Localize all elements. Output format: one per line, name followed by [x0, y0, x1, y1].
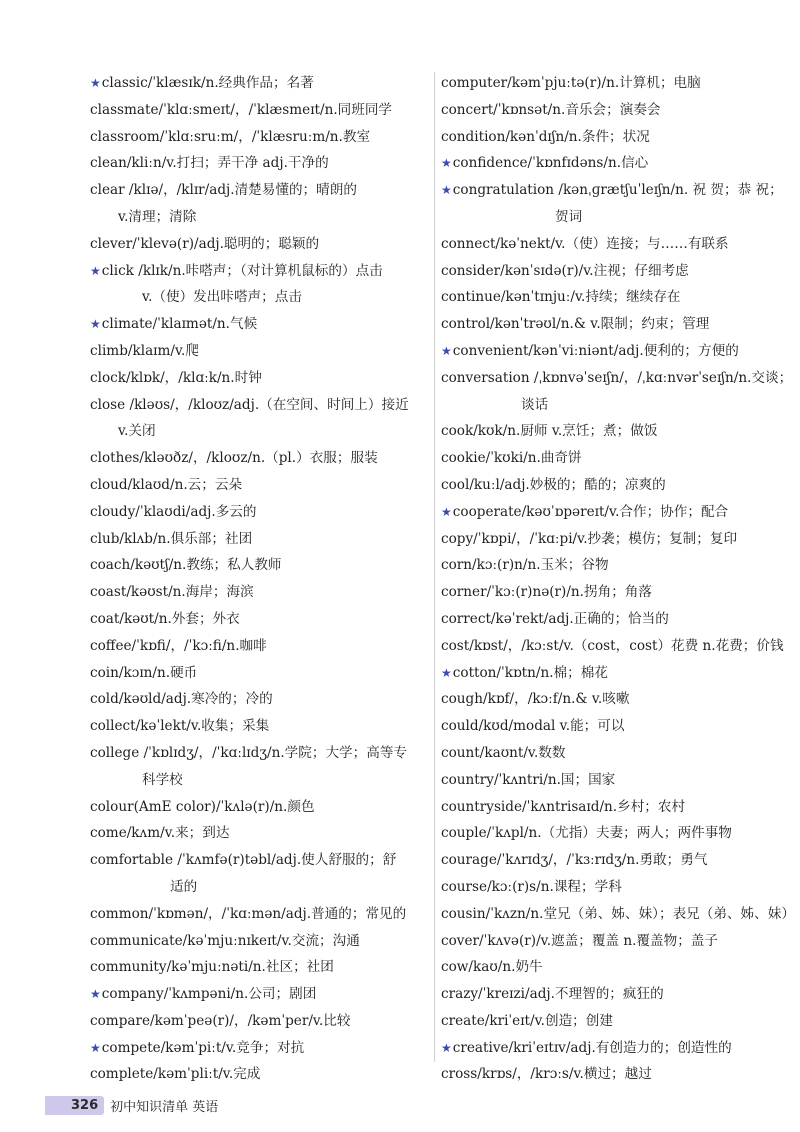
entry-headword-line: communicate/kəˈmjuːnɪkeɪt/v.交流；沟通	[90, 932, 360, 949]
entry-headword-line: cover/ˈkʌvə(r)/v.遮盖；覆盖 n.覆盖物；盖子	[441, 932, 718, 949]
dictionary-entry	[441, 70, 771, 97]
entry-headword-line: convenient/kənˈviːniənt/adj.便利的；方便的	[452, 342, 739, 359]
entry-headword-line: could/kʊd/modal v.能；可以	[441, 718, 625, 735]
dictionary-entry	[441, 954, 771, 981]
entry-headword-line: condition/kənˈdɪʃn/n.条件；状况	[441, 128, 650, 145]
dictionary-entry	[90, 686, 430, 713]
dictionary-entry	[441, 338, 771, 365]
entry-headword-line: college /ˈkɒlɪdʒ/，/ˈkɑːlɪdʒ/n.学院；大学；高等专	[90, 744, 408, 761]
dictionary-entry	[90, 552, 430, 579]
dictionary-entry	[441, 767, 771, 794]
page-footer	[45, 1094, 218, 1116]
entry-headword-line: corn/kɔː(r)n/n.玉米；谷物	[441, 557, 609, 574]
entry-headword-line: cross/krɒs/，/krɔːs/v.横过；越过	[441, 1066, 652, 1083]
entry-headword-line: classroom/ˈklɑːsruːm/，/ˈklæsruːm/n.教室	[90, 128, 371, 145]
entry-headword-line: collect/kəˈlekt/v.收集；采集	[90, 718, 270, 735]
entry-continuation-line: v.清理；清除	[118, 208, 197, 225]
entry-headword-line: click /klɪk/n.咔嗒声；（对计算机鼠标的）点击	[101, 262, 383, 279]
dictionary-entry	[90, 338, 430, 365]
entry-headword-line: concert/ˈkɒnsət/n.音乐会；演奏会	[441, 101, 661, 118]
dictionary-entry	[90, 660, 430, 687]
page-number: 326	[45, 1096, 104, 1115]
entry-headword-line: control/kənˈtrəʊl/n.& v.限制；约束；管理	[441, 316, 710, 333]
dictionary-entry	[441, 231, 771, 258]
entry-headword-line: close /kləʊs/，/kloʊz/adj.（在空间、时间上）接近	[90, 396, 409, 413]
entry-headword-line: clean/kliːn/v.打扫；弄干净 adj.干净的	[90, 155, 329, 172]
entry-headword-line: cookie/ˈkʊki/n.曲奇饼	[441, 450, 582, 467]
entry-headword-line: clever/ˈklevə(r)/adj.聪明的；聪颖的	[90, 235, 320, 252]
dictionary-entry	[441, 874, 771, 901]
entry-headword-line: cousin/ˈkʌzn/n.堂兄（弟、姊、妹）；表兄（弟、姊、妹）	[441, 905, 795, 922]
dictionary-entry	[90, 70, 430, 97]
dictionary-entry	[441, 660, 771, 687]
dictionary-entry	[90, 579, 430, 606]
dictionary-entry	[90, 97, 430, 124]
entry-headword-line: conversation /ˌkɒnvəˈseɪʃn/，/ˌkɑːnvərˈseɪʃn/n.交谈；	[441, 369, 793, 386]
dictionary-entry	[441, 901, 795, 928]
entry-headword-line: coast/kəʊst/n.海岸；海滨	[90, 584, 254, 601]
dictionary-entry	[441, 981, 771, 1008]
star-icon: ★	[90, 987, 101, 1002]
book-title: 初中知识清单 英语	[110, 1099, 219, 1115]
dictionary-entry	[90, 928, 430, 955]
entry-headword-line: correct/kəˈrekt/adj.正确的；恰当的	[441, 610, 669, 627]
dictionary-entry	[90, 633, 430, 660]
entry-headword-line: confidence/ˈkɒnfɪdəns/n.信心	[452, 155, 649, 172]
entry-headword-line: cold/kəʊld/adj.寒冷的；冷的	[90, 691, 273, 708]
dictionary-entry	[441, 713, 771, 740]
entry-continuation-line: v.（使）发出咔嗒声；点击	[142, 289, 302, 306]
dictionary-entry	[441, 124, 771, 151]
entry-headword-line: couple/ˈkʌpl/n.（尤指）夫妻；两人；两件事物	[441, 825, 732, 842]
entry-continuation-line: v.关闭	[118, 423, 156, 440]
entry-headword-line: classmate/ˈklɑːsmeɪt/，/ˈklæsmeɪt/n.同班同学	[90, 101, 393, 118]
entry-headword-line: cost/kɒst/，/kɔːst/v.（cost，cost）花费 n.花费；价钱	[441, 637, 784, 654]
dictionary-entry	[90, 1061, 430, 1088]
entry-headword-line: cough/kɒf/，/kɔːf/n.& v.咳嗽	[441, 691, 630, 708]
entry-headword-line: clothes/kləʊðz/，/kloʊz/n.（pl.）衣服；服装	[90, 450, 378, 467]
entry-headword-line: cooperate/kəʊˈɒpəreɪt/v.合作；协作；配合	[452, 503, 729, 520]
dictionary-entry	[441, 820, 771, 847]
entry-headword-line: computer/kəmˈpjuːtə(r)/n.计算机；电脑	[441, 75, 701, 91]
star-icon: ★	[441, 1040, 452, 1055]
entry-headword-line: coat/kəʊt/n.外套；外衣	[90, 610, 240, 627]
entry-headword-line: courage/ˈkʌrɪdʒ/，/ˈkɜːrɪdʒ/n.勇敢；勇气	[441, 852, 708, 869]
dictionary-entry	[441, 284, 771, 311]
entry-headword-line: colour(AmE color)/ˈkʌlə(r)/n.颜色	[90, 798, 315, 815]
star-icon: ★	[90, 317, 101, 332]
dictionary-entry	[441, 258, 771, 285]
dictionary-entry	[441, 526, 771, 553]
dictionary-entry	[441, 1061, 771, 1088]
entry-headword-line: continue/kənˈtɪnjuː/v.持续；继续存在	[441, 289, 681, 306]
entry-headword-line: creative/kriˈeɪtɪv/adj.有创造力的；创造性的	[452, 1039, 732, 1056]
star-icon: ★	[441, 156, 452, 171]
dictionary-entry	[90, 820, 430, 847]
entry-continuation-line: 谈话	[521, 396, 549, 413]
dictionary-entry	[90, 1008, 430, 1035]
dictionary-entry	[441, 928, 771, 955]
star-icon: ★	[90, 1040, 101, 1055]
dictionary-entry	[90, 231, 430, 258]
entry-headword-line: coin/kɔɪn/n.硬币	[90, 664, 198, 681]
dictionary-entry	[441, 686, 771, 713]
entry-headword-line: course/kɔː(r)s/n.课程；学科	[441, 878, 622, 895]
entry-headword-line: country/ˈkʌntri/n.国；国家	[441, 771, 616, 788]
dictionary-entry	[441, 552, 771, 579]
dictionary-entry	[90, 1035, 430, 1062]
dictionary-entry	[90, 526, 430, 553]
entry-headword-line: clock/klɒk/，/klɑːk/n.时钟	[90, 369, 262, 386]
dictionary-entry	[90, 954, 430, 981]
dictionary-entry	[441, 97, 771, 124]
dictionary-entry	[90, 901, 430, 928]
dictionary-entry	[90, 981, 430, 1008]
dictionary-entry	[90, 311, 430, 338]
dictionary-entry	[441, 499, 771, 526]
dictionary-entry	[90, 499, 430, 526]
entry-headword-line: climate/ˈklaɪmət/n.气候	[101, 316, 258, 333]
right-column	[441, 70, 795, 1088]
dictionary-entry	[441, 472, 771, 499]
dictionary-entry	[90, 124, 430, 151]
dictionary-entry	[441, 579, 771, 606]
entry-continuation-line: 科学校	[142, 771, 183, 788]
dictionary-entry	[90, 606, 430, 633]
dictionary-entry	[441, 1008, 771, 1035]
entry-headword-line: consider/kənˈsɪdə(r)/v.注视；仔细考虑	[441, 262, 689, 279]
entry-headword-line: club/klʌb/n.俱乐部；社团	[90, 530, 253, 547]
entry-continuation-line: 适的	[170, 878, 198, 895]
dictionary-entry	[90, 794, 430, 821]
entry-headword-line: clear /klɪə/，/klɪr/adj.清楚易懂的；晴朗的	[90, 182, 357, 199]
entry-headword-line: climb/klaɪm/v.爬	[90, 342, 199, 359]
dictionary-entry	[90, 713, 430, 740]
dictionary-entry	[441, 311, 771, 338]
dictionary-entry	[90, 177, 430, 231]
dictionary-entry	[441, 365, 793, 419]
entry-headword-line: create/kriˈeɪt/v.创造；创建	[441, 1012, 613, 1029]
dictionary-entry	[441, 606, 771, 633]
entry-headword-line: cloudy/ˈklaʊdi/adj.多云的	[90, 503, 257, 520]
entry-headword-line: count/kaʊnt/v.数数	[441, 744, 566, 761]
left-column	[90, 70, 430, 1088]
entry-headword-line: cool/kuːl/adj.妙极的；酷的；凉爽的	[441, 476, 666, 493]
entry-headword-line: complete/kəmˈpliːt/v.完成	[90, 1066, 261, 1083]
dictionary-entry	[441, 633, 784, 660]
star-icon: ★	[441, 504, 452, 519]
dictionary-entry	[90, 472, 430, 499]
dictionary-entry	[90, 365, 430, 392]
entry-headword-line: cloud/klaʊd/n.云；云朵	[90, 476, 243, 493]
star-icon: ★	[90, 76, 101, 90]
dictionary-entry	[441, 1035, 771, 1062]
dictionary-entry	[90, 150, 430, 177]
entry-headword-line: countryside/ˈkʌntrisaɪd/n.乡村；农村	[441, 798, 686, 815]
star-icon: ★	[90, 263, 101, 278]
entry-headword-line: compare/kəmˈpeə(r)/，/kəmˈper/v.比较	[90, 1012, 351, 1029]
entry-headword-line: cow/kaʊ/n.奶牛	[441, 959, 543, 976]
entry-headword-line: comfortable /ˈkʌmfə(r)təbl/adj.使人舒服的；舒	[90, 852, 397, 869]
star-icon: ★	[441, 183, 452, 198]
dictionary-entry	[441, 418, 771, 445]
dictionary-entry	[441, 740, 771, 767]
entry-headword-line: community/kəˈmjuːnəti/n.社区；社团	[90, 959, 334, 976]
entry-headword-line: connect/kəˈnekt/v.（使）连接；与……有联系	[441, 235, 729, 252]
dictionary-entry	[441, 794, 771, 821]
entry-headword-line: come/kʌm/v.来；到达	[90, 825, 230, 842]
entry-headword-line: cotton/ˈkɒtn/n.棉；棉花	[452, 664, 608, 681]
dictionary-entry	[441, 150, 771, 177]
entry-headword-line: congratulation /kənˌɡrætʃuˈleɪʃn/n. 祝 贺；恭 祝；	[452, 182, 783, 199]
star-icon: ★	[441, 665, 452, 680]
dictionary-entry	[441, 847, 771, 874]
star-icon: ★	[441, 343, 452, 358]
entry-headword-line: classic/ˈklæsɪk/n.经典作品；名著	[101, 75, 314, 91]
dictionary-entry	[441, 445, 771, 472]
entry-headword-line: compete/kəmˈpiːt/v.竞争；对抗	[101, 1039, 305, 1056]
entry-headword-line: coffee/ˈkɒfi/，/ˈkɔːfi/n.咖啡	[90, 637, 267, 654]
entry-headword-line: company/ˈkʌmpəni/n.公司；剧团	[101, 986, 317, 1003]
dictionary-entry	[441, 177, 783, 231]
entry-headword-line: common/ˈkɒmən/，/ˈkɑːmən/adj.普通的；常见的	[90, 905, 407, 922]
dictionary-entry	[90, 445, 430, 472]
dictionary-entry	[90, 258, 430, 312]
dictionary-entry	[90, 847, 430, 901]
column-divider	[434, 72, 435, 1062]
entry-headword-line: cook/kʊk/n.厨师 v.烹饪；煮；做饭	[441, 423, 658, 440]
entry-headword-line: copy/ˈkɒpi/，/ˈkɑːpi/v.抄袭；模仿；复制；复印	[441, 530, 738, 547]
entry-headword-line: crazy/ˈkreɪzi/adj.不理智的；疯狂的	[441, 986, 664, 1003]
dictionary-entry	[90, 740, 430, 794]
entry-headword-line: corner/ˈkɔː(r)nə(r)/n.拐角；角落	[441, 584, 652, 601]
entry-headword-line: coach/kəʊtʃ/n.教练；私人教师	[90, 557, 282, 574]
entry-continuation-line: 贺词	[555, 208, 583, 225]
dictionary-entry	[90, 392, 430, 446]
